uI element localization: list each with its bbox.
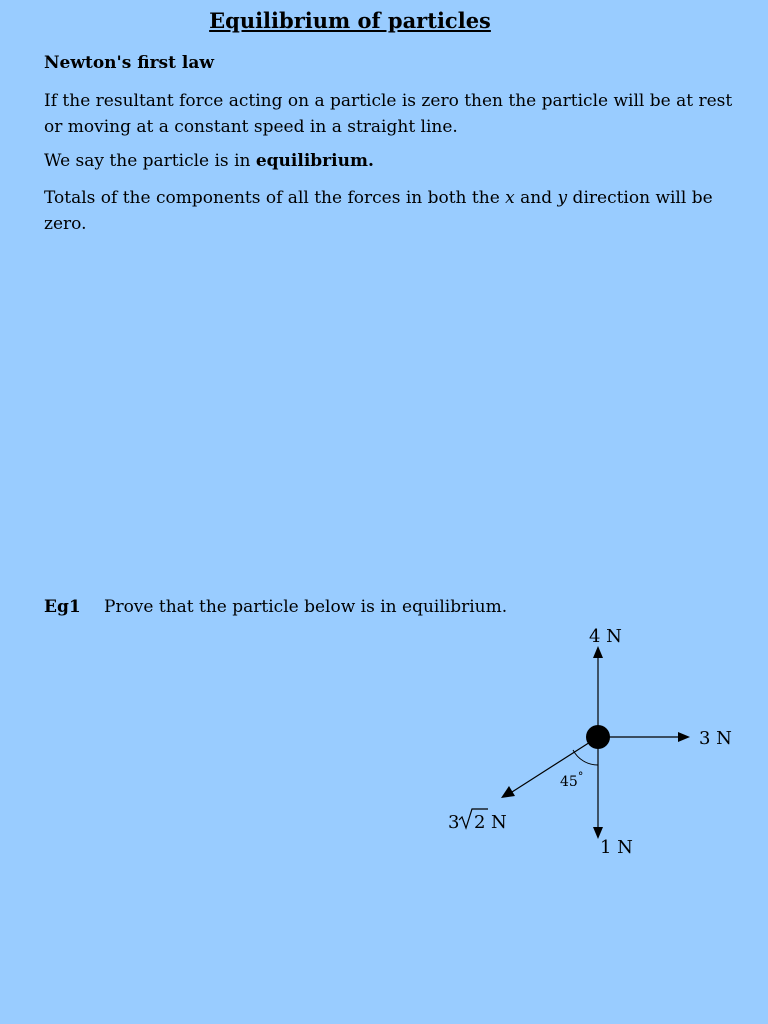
force-diagonal-line xyxy=(512,737,598,792)
law-statement: If the resultant force acting on a particle is zero then the particle will be at rest or moving at a constant speed in a straight line. xyxy=(44,91,733,137)
force-diagonal-unit: N xyxy=(491,812,507,833)
components-text-1: Totals of the components of all the forces in both the xyxy=(44,188,506,208)
force-up-label: 4 N xyxy=(589,626,622,647)
angle-arc xyxy=(573,750,598,765)
section-heading: Newton's first law xyxy=(44,53,214,73)
y-variable: y xyxy=(557,188,568,208)
example-label: Eg1 xyxy=(44,597,81,617)
components-text-3: direction will be zero. xyxy=(44,188,713,234)
x-variable: x xyxy=(505,188,515,208)
equilibrium-text: We say the particle is in xyxy=(44,151,256,171)
force-up-arrowhead xyxy=(593,646,603,658)
force-diagonal-label xyxy=(448,809,507,833)
particle xyxy=(586,725,610,749)
force-diagonal-coefficient: 3 xyxy=(448,812,460,833)
force-down-label: 1 N xyxy=(600,837,633,858)
angle-label: 45° xyxy=(560,770,584,790)
force-right-arrowhead xyxy=(678,732,690,742)
page-title: Equilibrium of particles xyxy=(209,8,491,33)
equilibrium-term: equilibrium. xyxy=(255,151,374,171)
components-text-2: and xyxy=(514,188,558,208)
force-right-label: 3 N xyxy=(699,728,732,749)
force-diagonal-radicand: 2 xyxy=(474,812,486,833)
example-prompt: Prove that the particle below is in equilibrium. xyxy=(104,597,508,617)
